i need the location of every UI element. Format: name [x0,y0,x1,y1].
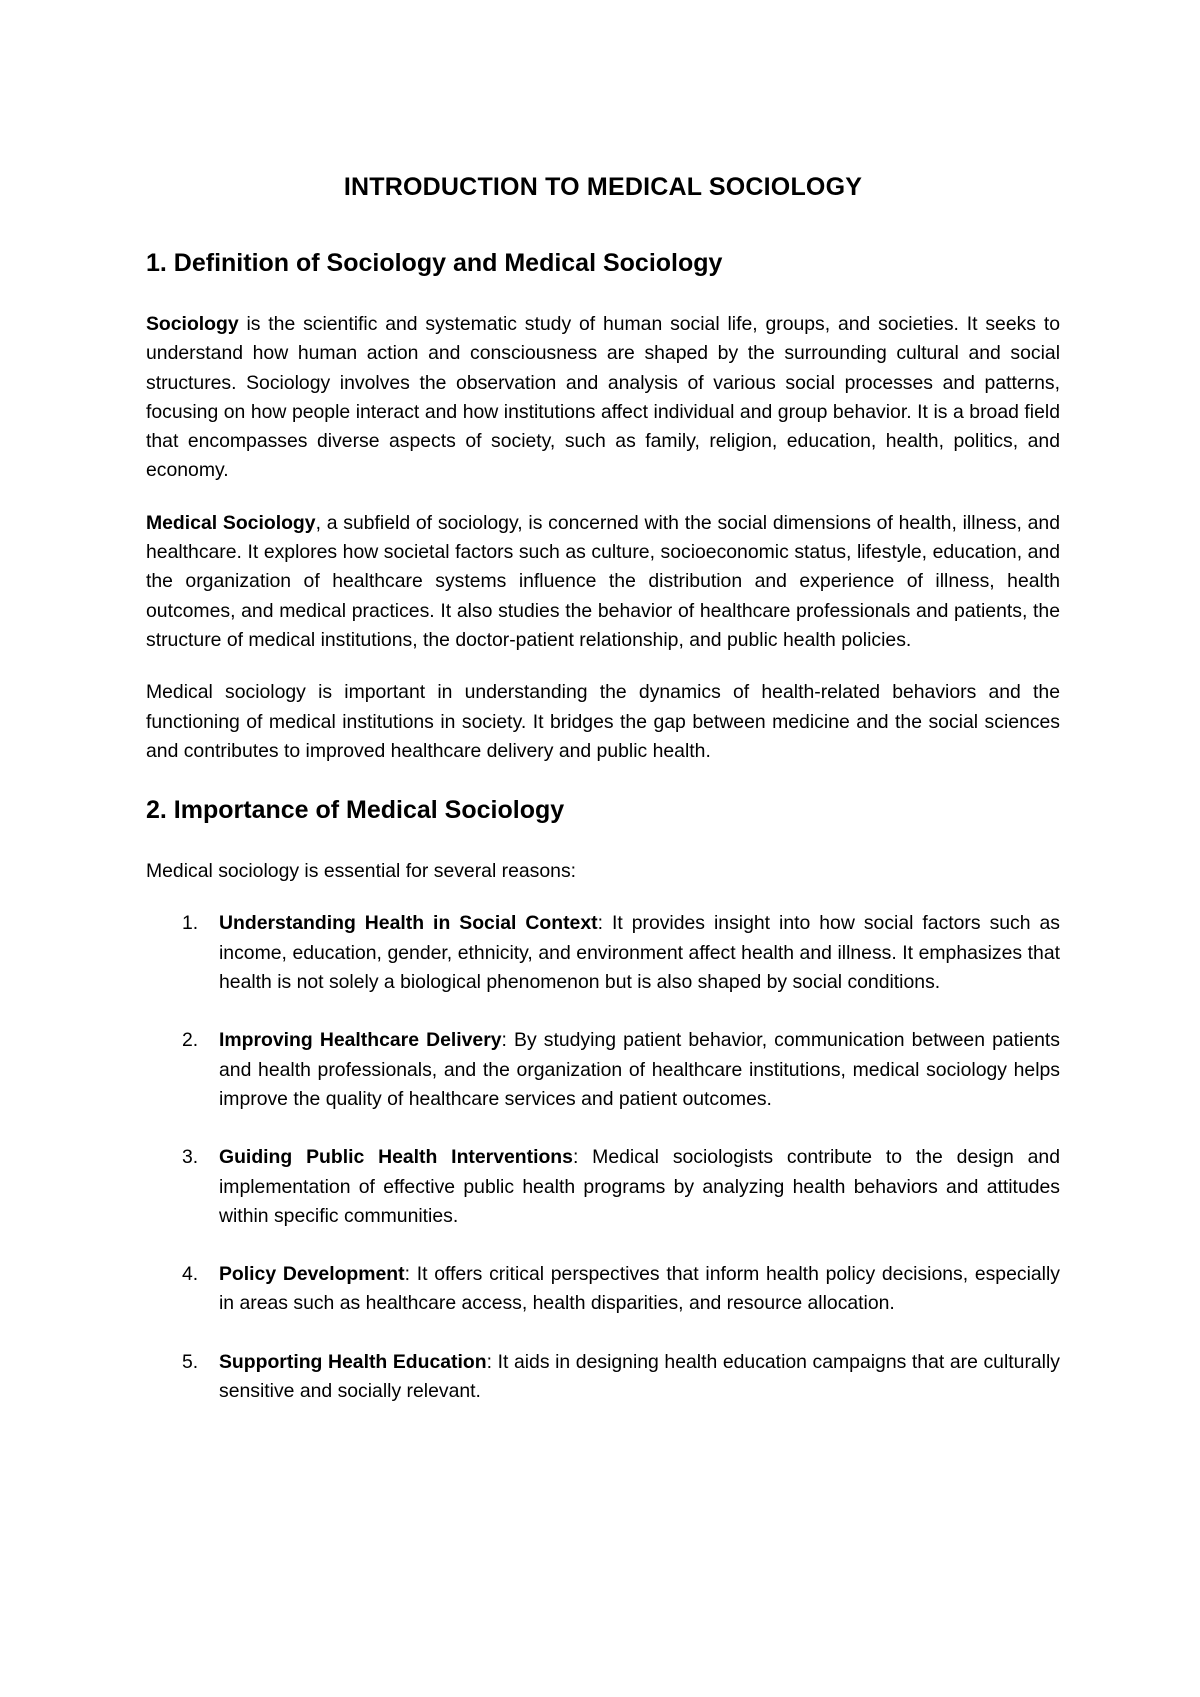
sociology-paragraph [146,310,1060,486]
list-item-term: Understanding Health in Social Context [219,912,598,935]
sociology-definition: is the scientific and systematic study of human social life, groups, and societies. It seeks to understand how human action and consciousness are shaped by the surrounding cultural and social structures. Sociology involves the observation and analysis of various social processes and patterns, focusing on how people interact and how institutions affect individual and group behavior. It is a broad field that encompasses diverse aspects of society, such as family, religion, education, health, politics, and economy. [146,313,1060,482]
section-2-intro: Medical sociology is essential for several reasons: [146,860,577,883]
section-2-heading: 2. Importance of Medical Sociology [146,796,565,825]
importance-summary-paragraph: Medical sociology is important in understanding the dynamics of health-related behaviors and the functioning of medical institutions in society. It bridges the gap between medicine and the social sciences and contributes to improved healthcare delivery and public health. [146,681,1060,762]
list-item-text: : By studying patient behavior, communication between patients and health professionals, and the organization of healthcare institutions, medical sociology helps improve the quality of healthcare services and patient outcomes. [219,1029,1061,1110]
list-number: 4. [182,1263,199,1286]
sociology-term: Sociology [146,313,239,335]
list-number: 2. [182,1029,199,1052]
list-item [146,1143,1060,1231]
list-number: 3. [182,1146,199,1169]
list-item-text: : It provides insight into how social factors such as income, education, gender, ethnicity, and environment affect health and illness. It emphasizes that health is not solely a biological phenomenon but is also shaped by social conditions. [219,912,1061,994]
document-title: INTRODUCTION TO MEDICAL SOCIOLOGY [343,173,863,201]
medical-sociology-definition: , a subfield of sociology, is concerned with the social dimensions of health, illness, and healthcare. It explores how societal factors such as culture, socioeconomic status, lifestyle, education, and the organization of healthcare systems influence the distribution and experience of illness, health outcomes, and medical practices. It also studies the behavior of healthcare professionals and patients, the structure of medical institutions, the doctor-patient relationship, and public health policies. [146,511,1060,651]
list-item-term: Supporting Health Education [219,1350,487,1373]
list-item-text: : It aids in designing health education campaigns that are culturally sensitive and socially relevant. [219,1350,1060,1403]
list-item [146,1260,1060,1319]
reasons-list [146,909,1060,1406]
medical-sociology-term: Medical Sociology [146,511,316,534]
medical-sociology-paragraph [146,509,1060,655]
list-item [146,1026,1060,1114]
list-number: 5. [182,1350,199,1373]
list-number: 1. [182,912,199,935]
list-item-term: Guiding Public Health Interventions [219,1146,573,1169]
list-item-term: Improving Healthcare Delivery [219,1029,502,1052]
list-item [146,909,1060,997]
document-page [146,173,1060,1435]
list-item-text: : Medical sociologists contribute to the design and implementation of effective public health programs by analyzing health behaviors and attitudes within specific communities. [219,1146,1060,1227]
section-1-heading: 1. Definition of Sociology and Medical Sociology [146,249,723,277]
list-item [146,1348,1060,1407]
list-item-term: Policy Development [219,1263,405,1286]
list-item-text: : It offers critical perspectives that inform health policy decisions, especially in areas such as healthcare access, health disparities, and resource allocation. [219,1263,1060,1315]
